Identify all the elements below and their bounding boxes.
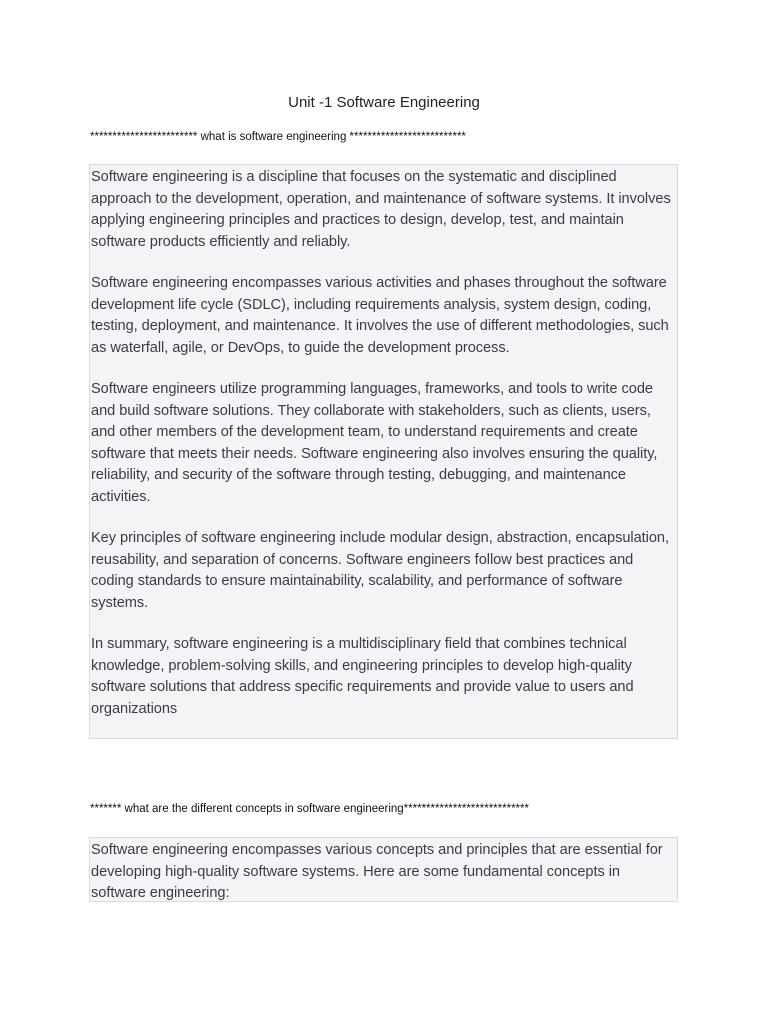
section-heading-different-concepts: ******* what are the different concepts in software engineering**************************** bbox=[90, 803, 529, 815]
paragraph: Software engineering is a discipline that focuses on the systematic and disciplined approach to the development, operation, and maintenance of software systems. It involves applying engineering principles and practices to design, develop, test, and maintain software products efficiently and reliably. bbox=[91, 169, 671, 250]
paragraph: Software engineering encompasses various activities and phases throughout the software development life cycle (SDLC), including requirements analysis, system design, coding, testing, deployment, and maintenance. It involves the use of different methodologies, such as waterfall, agile, or DevOps, to guide the development process. bbox=[91, 275, 669, 356]
page-title: Unit -1 Software Engineering bbox=[288, 94, 480, 111]
paragraph: Software engineers utilize programming languages, frameworks, and tools to write code and build software solutions. They collaborate with stakeholders, such as clients, users, and other members of the development team, to understand requirements and create software that meets their needs. Software engineering also involves ensuring the quality, reliability, and security of the software through testing, debugging, and maintenance activities. bbox=[91, 381, 658, 505]
paragraph: Software engineering encompasses various concepts and principles that are essential for developing high-quality software systems. Here are some fundamental concepts in software engineering: bbox=[91, 842, 663, 901]
answer-block-what-is-software-engineering bbox=[89, 164, 678, 739]
paragraph: Key principles of software engineering include modular design, abstraction, encapsulation, reusability, and separation of concerns. Software engineers follow best practices and coding standards to ensure maintainability, scalability, and performance of software systems. bbox=[91, 530, 669, 611]
answer-block-different-concepts bbox=[89, 837, 678, 902]
section-heading-what-is-software-engineering: ************************ what is software engineering ************************** bbox=[90, 131, 466, 143]
paragraph: In summary, software engineering is a multidisciplinary field that combines technical knowledge, problem-solving skills, and engineering principles to develop high-quality software solutions that address specific requirements and provide value to users and organizations bbox=[91, 636, 634, 717]
